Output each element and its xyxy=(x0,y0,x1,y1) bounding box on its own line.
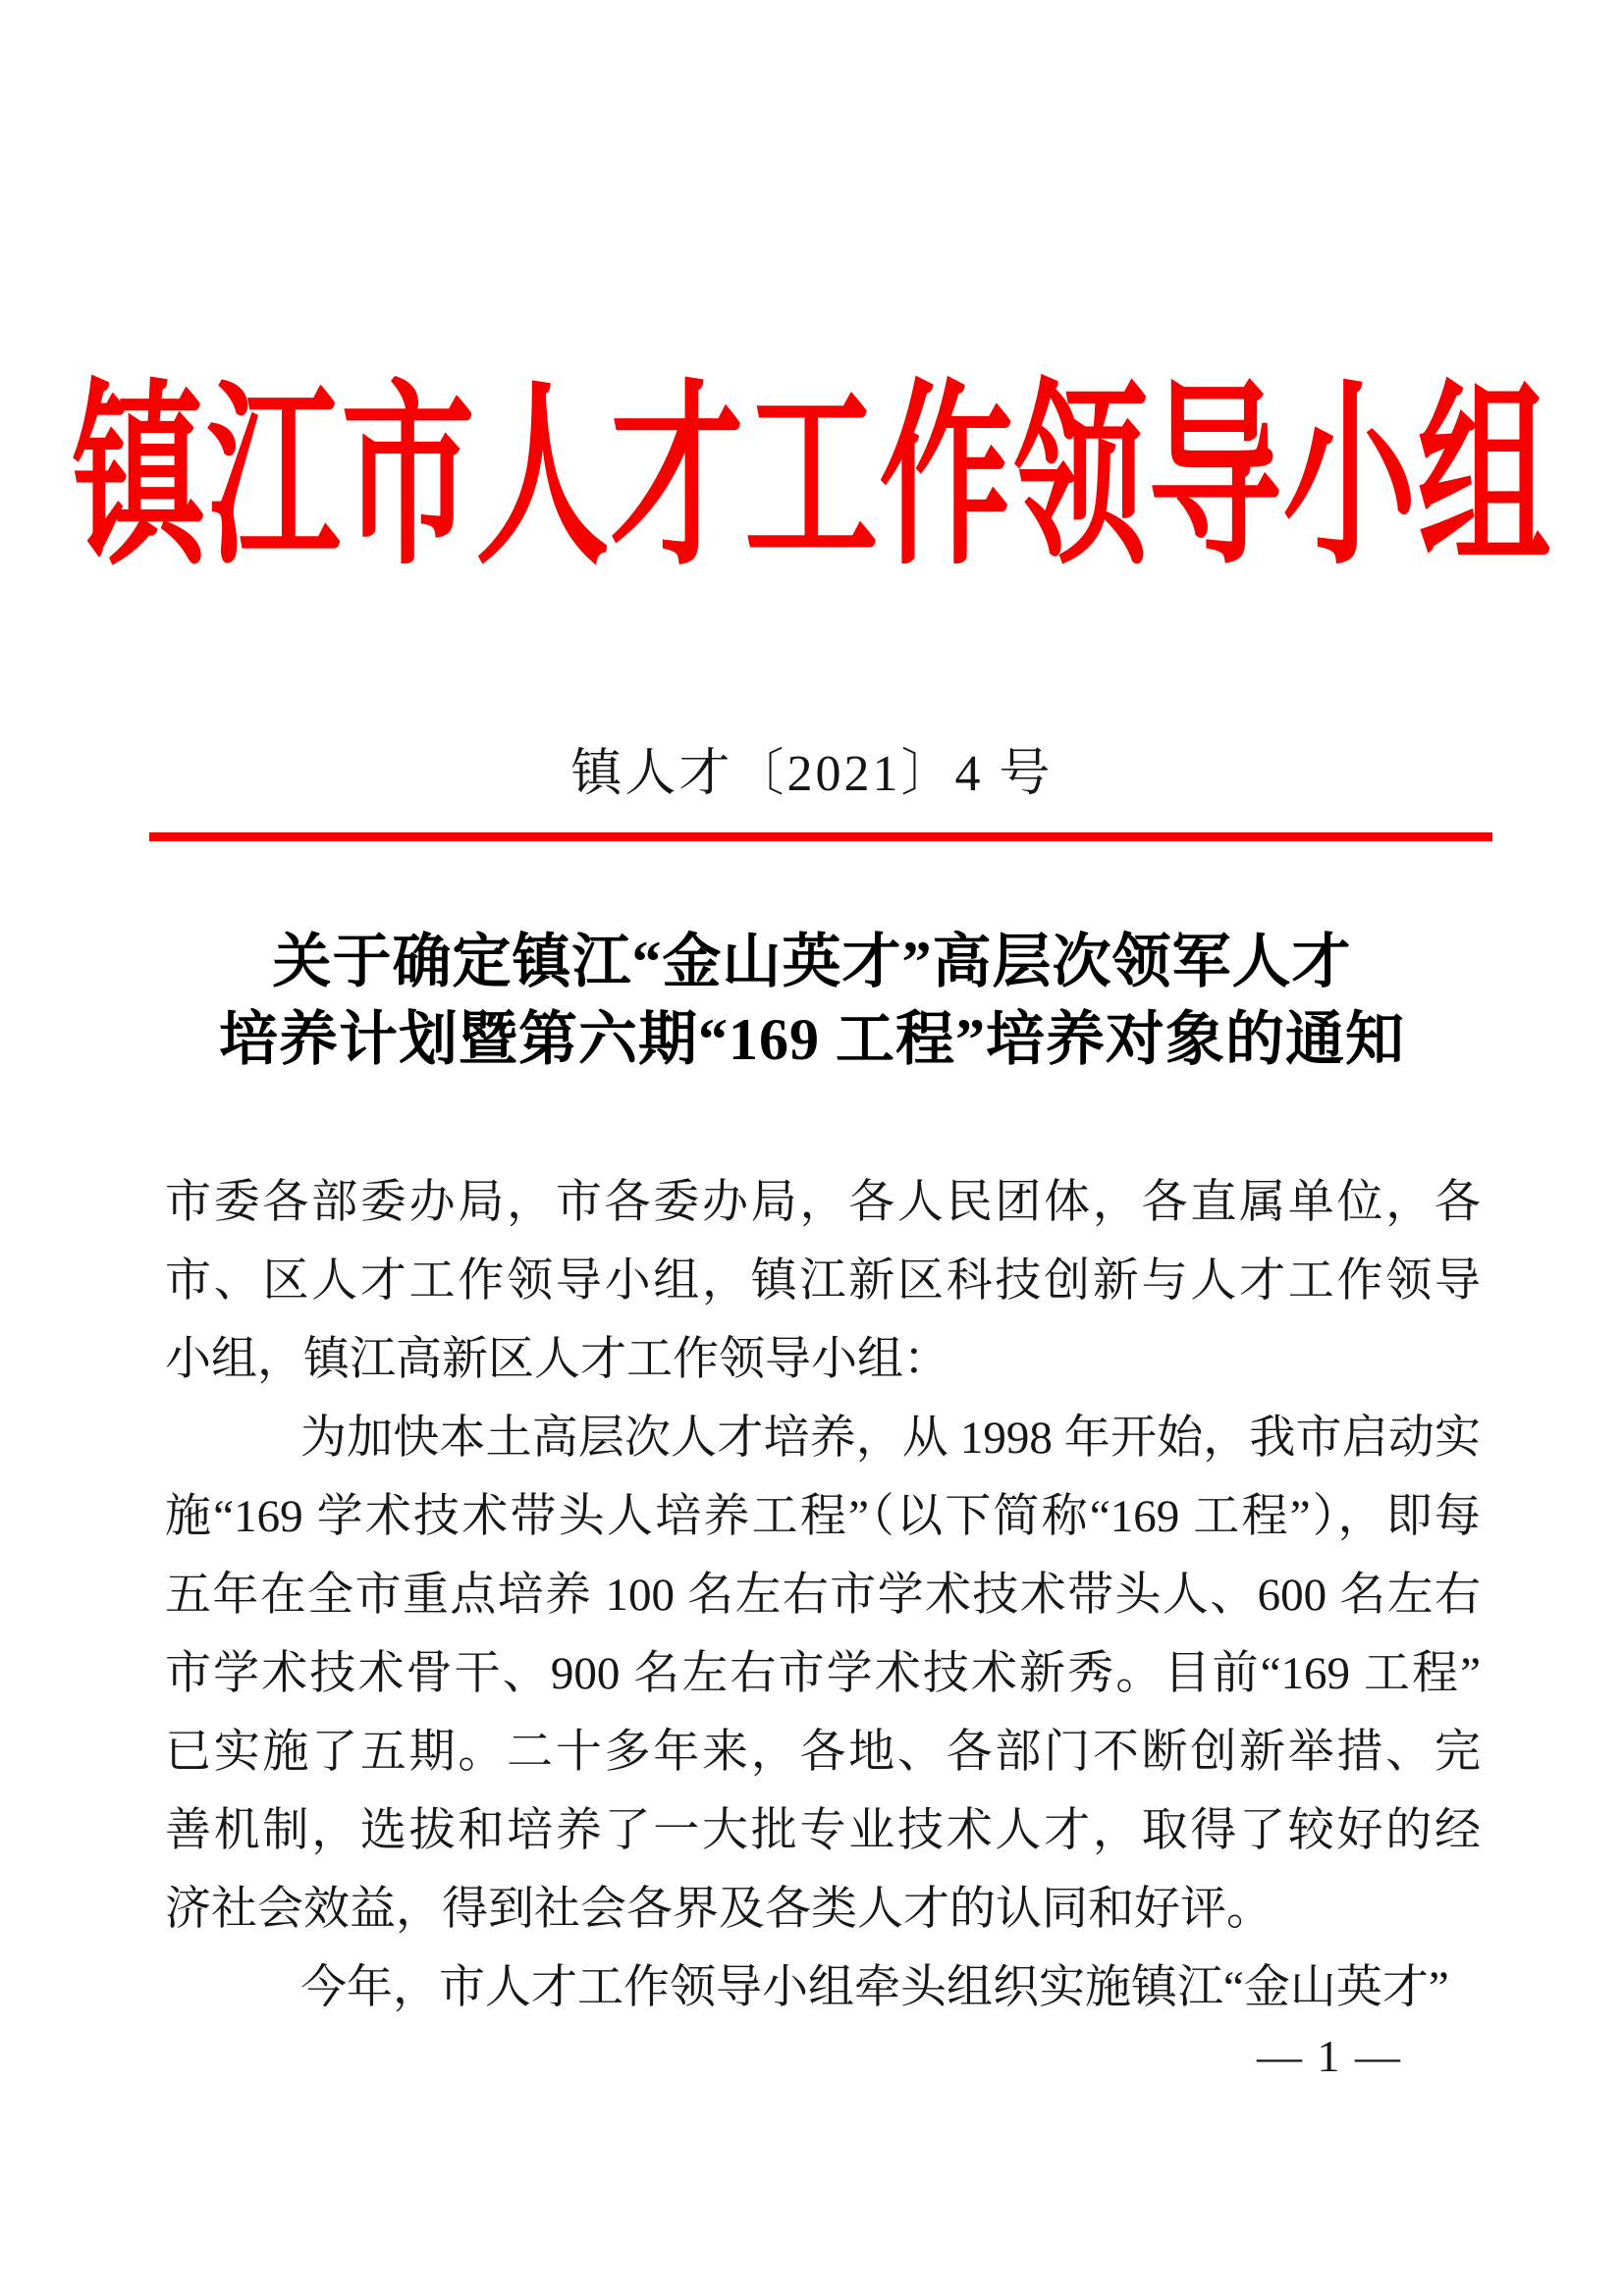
page-number: — 1 — xyxy=(1257,2031,1402,2081)
title-line-1: 关于确定镇江“金山英才”高层次领军人才 xyxy=(272,930,1352,994)
body-line: 市委各部委办局，市各委办局，各人民团体，各直属单位，各 xyxy=(165,1177,1481,1228)
body-line: 小组，镇江高新区人才工作领导小组： xyxy=(165,1334,949,1385)
letterhead-org-name: 镇江市人才工作领导小组 xyxy=(72,370,1552,589)
body-line: 市学术技术骨干、900 名左右市学术技术新秀。目前“169 工程” xyxy=(165,1648,1481,1699)
title-line-2: 培养计划暨第六期“169 工程”培养对象的通知 xyxy=(219,1007,1405,1072)
body-line: 市、区人才工作领导小组，镇江新区科技创新与人才工作领导 xyxy=(165,1255,1481,1307)
body-line: 今年，市人才工作领导小组牵头组织实施镇江“金山英才” xyxy=(300,1962,1449,2013)
body-line: 善机制，选拔和培养了一大批专业技术人才，取得了较好的经 xyxy=(165,1805,1481,1856)
red-separator-line xyxy=(149,832,1492,841)
letterhead xyxy=(0,370,1624,589)
document-number: 镇人才〔2021〕4 号 xyxy=(570,746,1054,802)
document-title xyxy=(0,924,1624,1079)
document-body xyxy=(165,1163,1481,2027)
body-line: 为加快本土高层次人才培养，从 1998 年开始，我市启动实 xyxy=(300,1413,1481,1464)
body-line: 五年在全市重点培养 100 名左右市学术技术带头人、600 名左右 xyxy=(165,1570,1481,1621)
body-line: 已实施了五期。二十多年来，各地、各部门不断创新举措、完 xyxy=(165,1727,1481,1778)
body-line: 施“169 学术技术带头人培养工程”（以下简称“169 工程”），即每 xyxy=(165,1491,1481,1542)
body-line: 济社会效益，得到社会各界及各类人才的认同和好评。 xyxy=(165,1884,1272,1935)
